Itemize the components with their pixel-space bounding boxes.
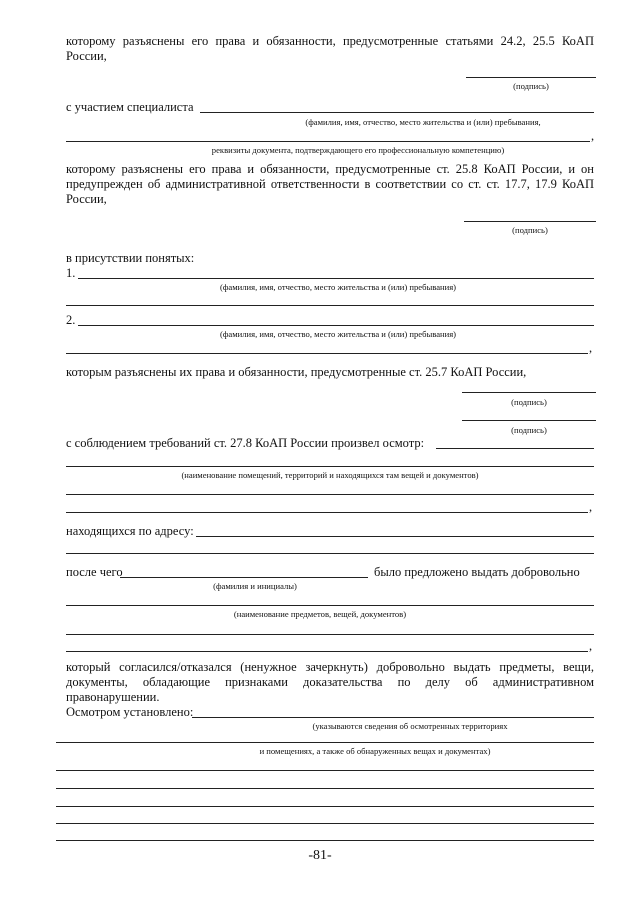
- signature-caption-3: (подпись): [511, 397, 547, 407]
- inspection-field-2[interactable]: [66, 466, 594, 467]
- agreed-line-3: правонарушении.: [66, 690, 160, 704]
- signature-caption-4: (подпись): [511, 425, 547, 435]
- after-label: после чего: [66, 565, 123, 579]
- comma: ,: [591, 129, 595, 143]
- findings-field[interactable]: [192, 717, 594, 718]
- items-field-2[interactable]: [66, 634, 594, 635]
- signature-line-4[interactable]: [462, 420, 596, 421]
- witness-1-name-field[interactable]: [78, 278, 594, 279]
- signature-line-1[interactable]: [466, 77, 596, 78]
- premises-caption: (наименование помещений, территорий и находящихся там вещей и документов): [181, 470, 479, 480]
- findings-field-4[interactable]: [56, 788, 594, 789]
- address-label: находящихся по адресу:: [66, 524, 194, 538]
- person-initials-field[interactable]: [120, 577, 368, 578]
- witness-2-extra-field[interactable]: [66, 353, 588, 354]
- agreed-line-2: документы, обладающие признаками доказательства по делу об административном: [66, 675, 594, 689]
- address-field[interactable]: [196, 536, 594, 537]
- witness-1-caption: (фамилия, имя, отчество, место жительства и (или) пребывания): [219, 282, 457, 292]
- rights-text-line-2: России,: [66, 49, 107, 63]
- signature-caption-1: (подпись): [513, 81, 549, 91]
- offered-label: было предложено выдать добровольно: [374, 565, 580, 579]
- signature-line-3[interactable]: [462, 392, 596, 393]
- findings-field-3[interactable]: [56, 770, 594, 771]
- findings-field-6[interactable]: [56, 823, 594, 824]
- witness-1-number: 1.: [66, 266, 76, 280]
- specialist-rights-line-2: предупрежден об административной ответственности в соответствии со ст. ст. 17.7, 17.9 КоАП: [66, 177, 594, 191]
- signature-caption-2: (подпись): [512, 225, 548, 235]
- specialist-rights-line-1: которому разъяснены его права и обязанности, предусмотренные ст. 25.8 КоАП России, и он: [66, 162, 594, 176]
- inspection-field[interactable]: [436, 448, 594, 449]
- findings-field-7[interactable]: [56, 840, 594, 841]
- comma: ,: [589, 500, 593, 514]
- specialist-name-field[interactable]: [200, 112, 594, 113]
- items-field-3[interactable]: [66, 651, 588, 652]
- comma: ,: [589, 341, 593, 355]
- page-number: -81-: [308, 848, 332, 863]
- signature-line-2[interactable]: [464, 221, 596, 222]
- premises-field-1[interactable]: [66, 494, 594, 495]
- initials-caption: (фамилия и инициалы): [213, 581, 297, 591]
- premises-field-2[interactable]: [66, 512, 588, 513]
- specialist-caption: (фамилия, имя, отчество, место жительства и (или) пребывания,: [305, 117, 541, 127]
- specialist-rights-line-3: России,: [66, 192, 107, 206]
- specialist-doc-caption: реквизиты документа, подтверждающего его профессиональную компетенцию): [211, 145, 505, 155]
- agreed-line-1: который согласился/отказался (ненужное зачеркнуть) добровольно выдать предметы, вещи,: [66, 660, 594, 674]
- findings-caption-1: (указываются сведения об осмотренных территориях: [312, 721, 508, 731]
- items-caption: (наименование предметов, вещей, документов): [233, 609, 407, 619]
- witness-2-number: 2.: [66, 313, 76, 327]
- inspection-label: с соблюдением требований ст. 27.8 КоАП России произвел осмотр:: [66, 436, 425, 450]
- rights-text-line-1: которому разъяснены его права и обязанности, предусмотренные статьями 24.2, 25.5 КоАП: [66, 34, 594, 48]
- witnesses-rights-text: которым разъяснены их права и обязанности, предусмотренные ст. 25.7 КоАП России,: [66, 365, 527, 379]
- findings-field-2[interactable]: [56, 742, 594, 743]
- witnesses-label: в присутствии понятых:: [66, 251, 195, 265]
- specialist-label: с участием специалиста: [66, 100, 194, 114]
- witness-2-caption: (фамилия, имя, отчество, место жительства и (или) пребывания): [219, 329, 457, 339]
- items-field[interactable]: [66, 605, 594, 606]
- witness-1-extra-field[interactable]: [66, 305, 594, 306]
- findings-label: Осмотром установлено:: [66, 705, 194, 719]
- findings-field-5[interactable]: [56, 806, 594, 807]
- witness-2-name-field[interactable]: [78, 325, 594, 326]
- address-field-2[interactable]: [66, 553, 594, 554]
- comma: ,: [589, 639, 593, 653]
- findings-caption-2: и помещениях, а также об обнаруженных вещах и документах): [259, 746, 491, 756]
- specialist-doc-field[interactable]: [66, 141, 590, 142]
